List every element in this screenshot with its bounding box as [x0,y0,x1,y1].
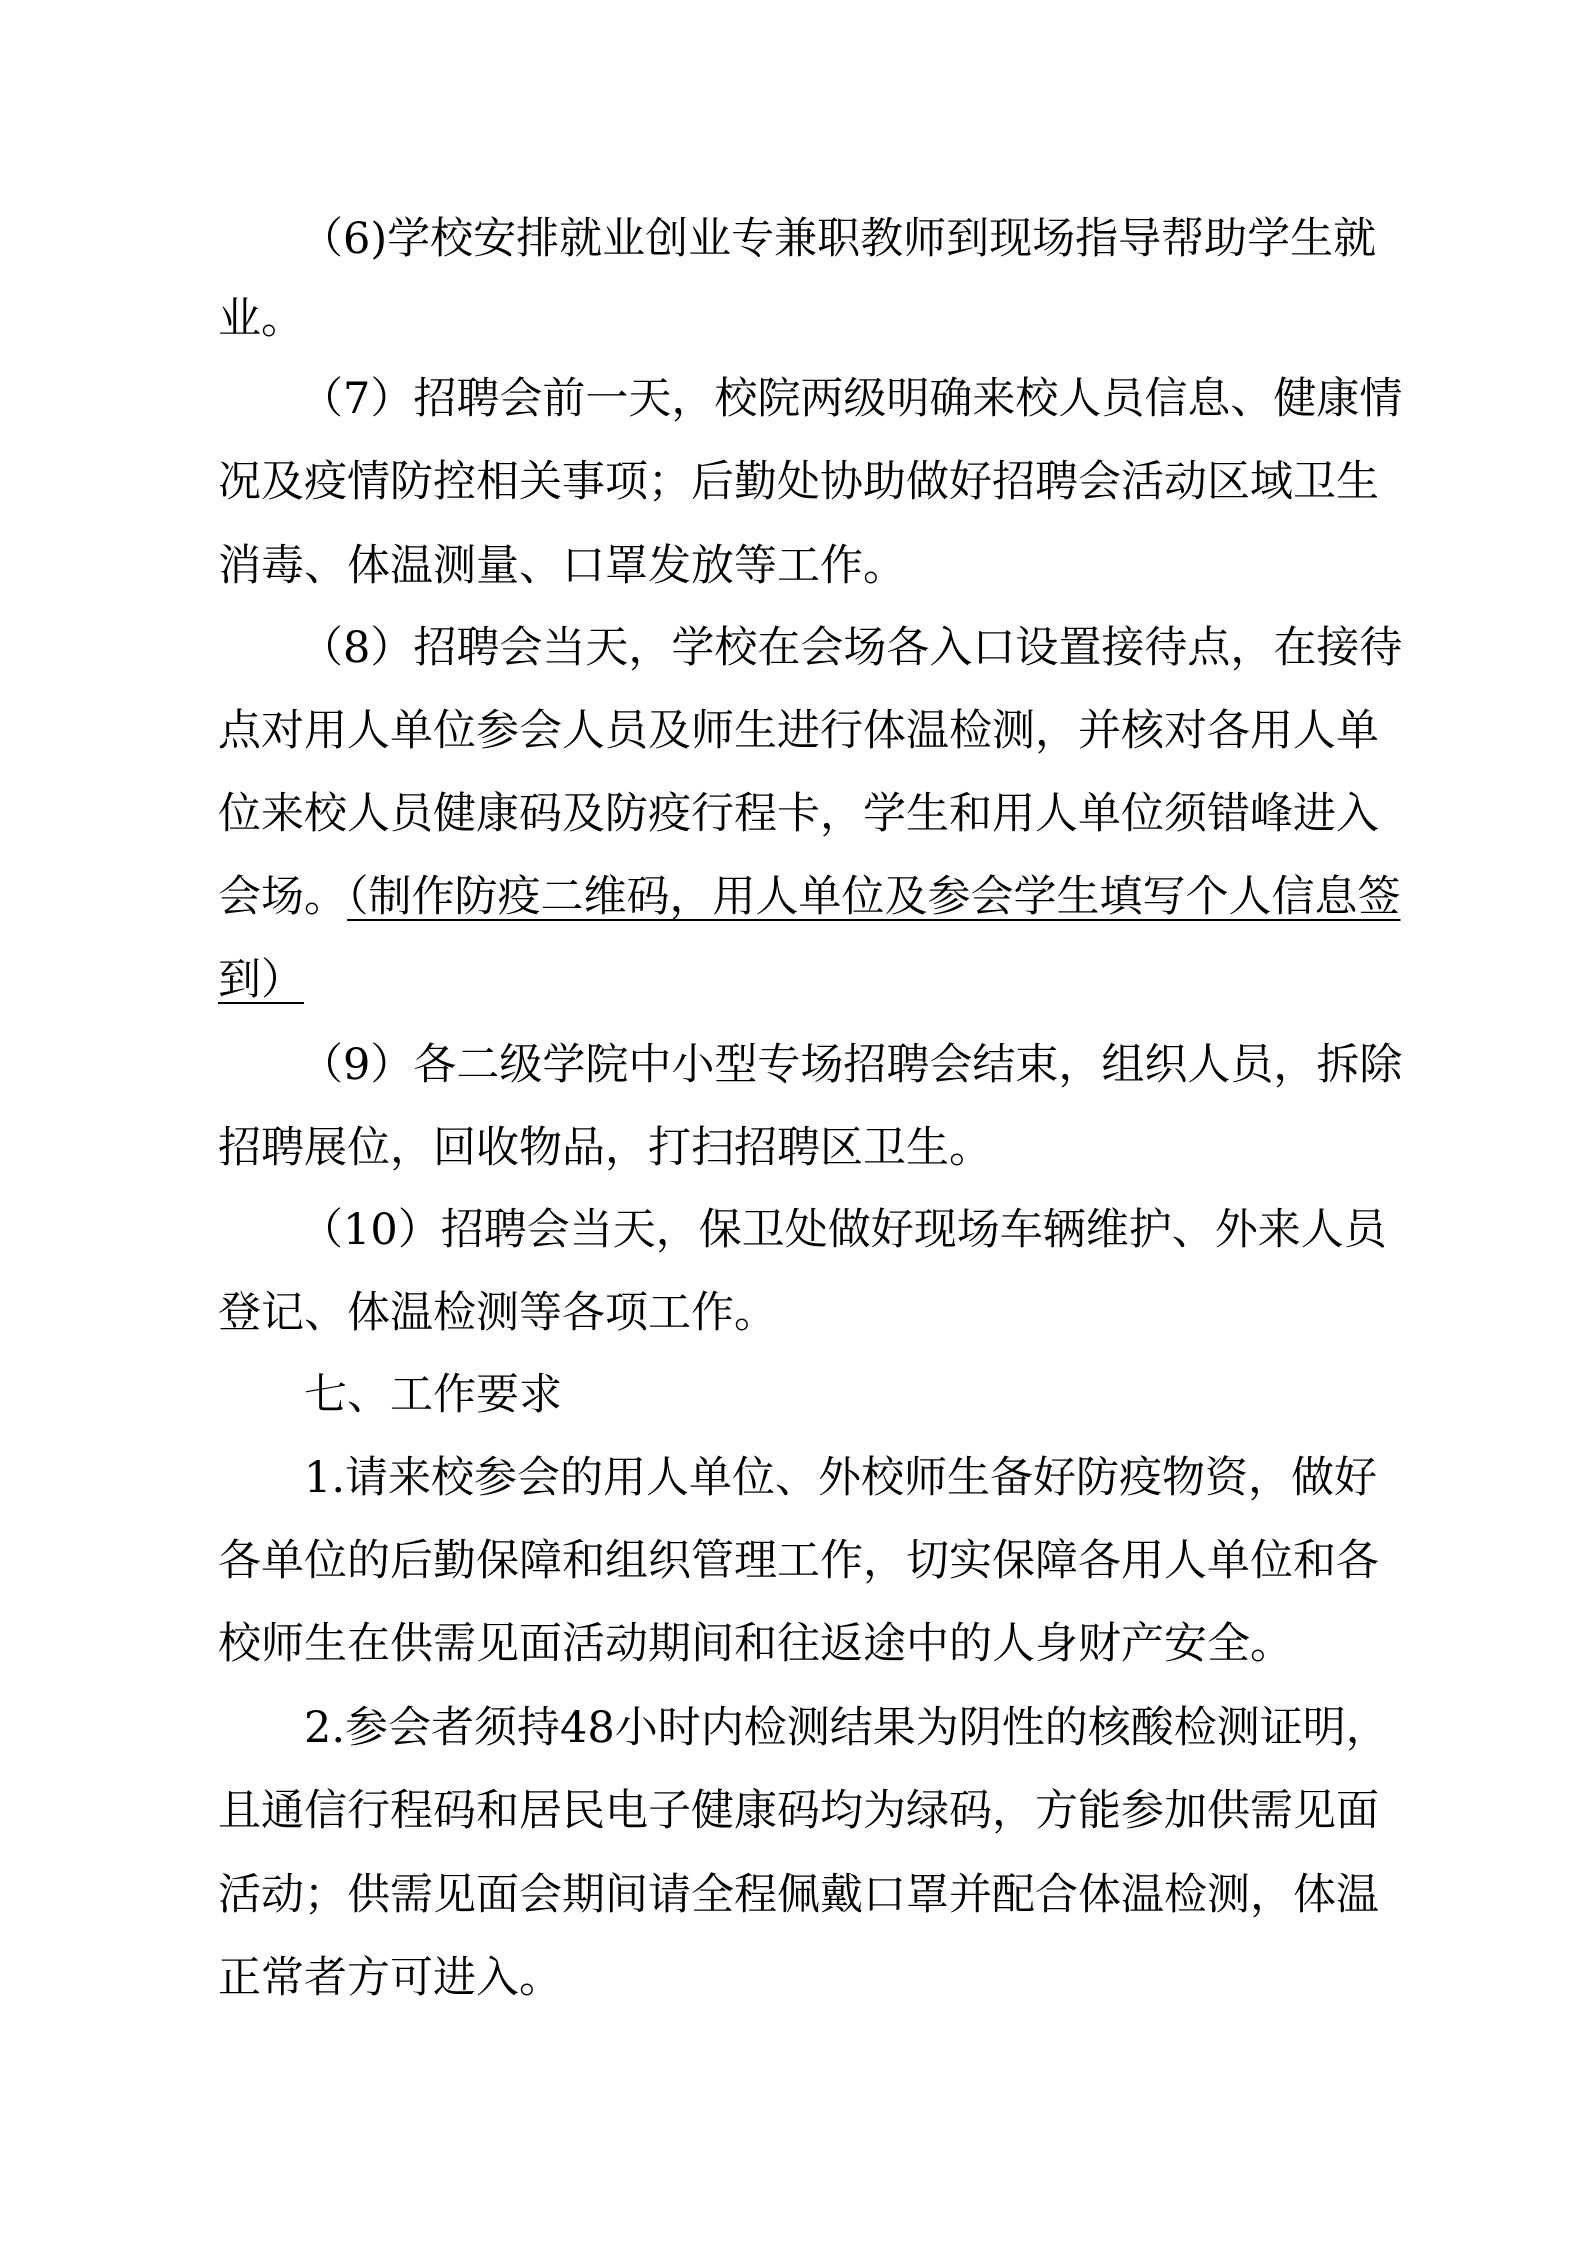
paragraph-6-line-1: （6)学校安排就业创业专兼职教师到现场指导帮助学生就 [300,214,1377,264]
underlined-note: （制作防疫二维码，用人单位及参会学生填写个人信息签 [347,872,1401,922]
underlined-note-end: 到） [218,955,304,1005]
paragraph-10-line-2: 登记、体温检测等各项工作。 [218,1288,777,1338]
paragraph-10-line-1: （10）招聘会当天，保卫处做好现场车辆维护、外来人员 [300,1205,1387,1255]
paragraph-9-line-2: 招聘展位，回收物品，打扫招聘区卫生。 [218,1123,992,1173]
paragraph-8-line-2: 点对用人单位参会人员及师生进行体温检测，并核对各用人单 [218,706,1379,756]
paragraph-6-line-2: 业。 [218,294,304,344]
paragraph-9-line-1: （9）各二级学院中小型专场招聘会结束，组织人员，拆除 [300,1040,1403,1090]
requirement-1-line-1: 1.请来校参会的用人单位、外校师生备好防疫物资，做好 [304,1453,1378,1503]
requirement-1-line-3: 校师生在供需见面活动期间和往返途中的人身财产安全。 [218,1619,1293,1669]
paragraph-8-line-5 [218,950,304,1010]
paragraph-8-line-4-text: 会场。 [218,872,347,922]
paragraph-8-line-1: （8）招聘会当天，学校在会场各入口设置接待点，在接待 [300,623,1403,673]
paragraph-7-line-1: （7）招聘会前一天，校院两级明确来校人员信息、健康情 [300,374,1403,424]
requirement-1-line-2: 各单位的后勤保障和组织管理工作，切实保障各用人单位和各 [218,1536,1379,1586]
requirement-2-line-1: 2.参会者须持48小时内检测结果为阴性的核酸检测证明， [304,1703,1389,1753]
requirement-2-line-2: 且通信行程码和居民电子健康码均为绿码，方能参加供需见面 [218,1786,1379,1836]
requirement-2-line-3: 活动；供需见面会期间请全程佩戴口罩并配合体温检测，体温 [218,1870,1379,1920]
paragraph-8-line-4 [218,867,1401,927]
section-heading: 七、工作要求 [304,1370,562,1420]
requirement-2-line-4: 正常者方可进入。 [218,1953,562,2003]
paragraph-7-line-3: 消毒、体温测量、口罩发放等工作。 [218,541,906,591]
paragraph-7-line-2: 况及疫情防控相关事项；后勤处协助做好招聘会活动区域卫生 [218,457,1379,507]
paragraph-8-line-3: 位来校人员健康码及防疫行程卡，学生和用人单位须错峰进入 [218,789,1379,839]
